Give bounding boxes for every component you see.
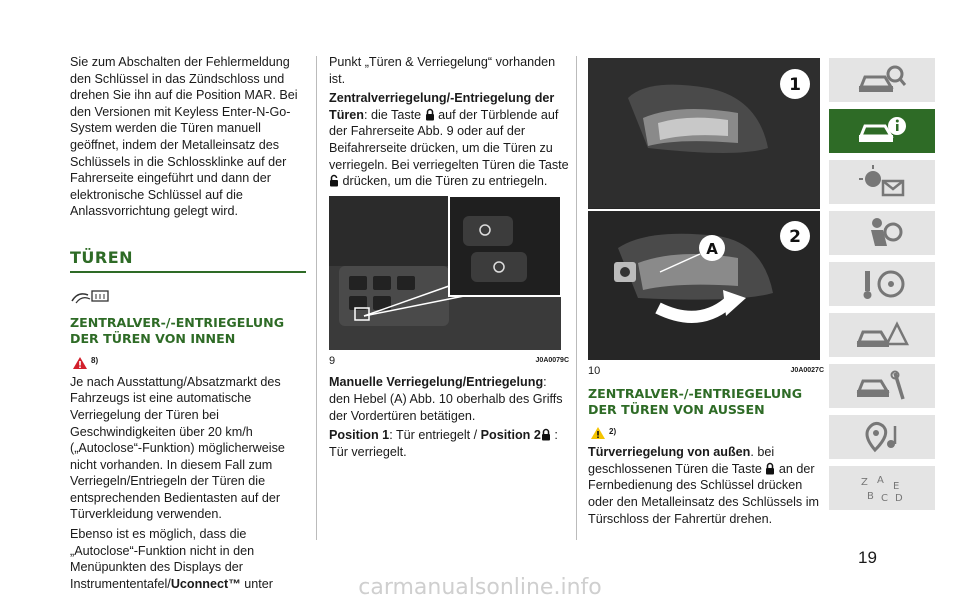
figure-9-code: J0A0079C — [535, 356, 569, 364]
section-title: TÜREN — [70, 250, 306, 273]
car-warning-icon — [855, 318, 909, 352]
svg-text:B: B — [867, 491, 874, 502]
intro-paragraph: Sie zum Abschalten der Fehlermeldung den Schlüssel in das Zündschloss und drehen Sie ihn auf die Position MAR. Bei den Versionen mit Keyless Enter-N-Go-System werden die Türen manuell geöffnet, indem der Metalleinsatz des Schlüssels in die Schlossklinke auf der Fahrerseite eingeführt und dann der elektronische Schlüssel auf die Anlassvorrichtung gelegt wird. — [70, 55, 298, 219]
figure-label-1: 1 — [789, 75, 801, 95]
figure-9-caption — [329, 353, 569, 370]
warning-triangle-icon — [72, 356, 88, 370]
tab-servicing[interactable] — [829, 364, 935, 408]
lock-open-icon — [329, 174, 339, 187]
figure-9-number: 9 — [329, 354, 336, 367]
tab-emergency[interactable] — [829, 313, 935, 357]
warning-ref-number: 8) — [91, 356, 99, 366]
chapter-sidebar — [829, 58, 935, 517]
alphabet-index-icon — [855, 471, 909, 505]
paragraph-central-locking: Zentralverriegelung/-Entriegelung der Türen: die Taste auf der Türblende auf der Fahrerseite Abb. 9 oder auf der Beifahrerseite drücken, um die Türen zu verriegeln. Bei verriegelten Türen die Taste drücken, um die Türen zu entriegeln. — [329, 91, 569, 189]
subheading-outside: ZENTRALVER-/-ENTRIEGELUNG DER TÜREN VON AUSSEN — [588, 385, 803, 417]
tab-dashboard-active[interactable] — [829, 109, 935, 153]
column-middle — [329, 54, 569, 463]
figure-label-2: 2 — [789, 227, 801, 247]
column-right — [588, 58, 824, 530]
paragraph-autoclose: Je nach Ausstattung/Absatzmarkt des Fahrzeugs ist eine automatische Verriegelung der Türen bei Geschwindigkeiten über 20 km/h („Autoclose“-Funktion) möglicherweise nicht vorhanden. In diesem Fall zum Verriegeln/Entriegeln der Türen die entsprechenden Bedientasten auf der Türverkleidung verwenden. — [70, 374, 285, 522]
paragraph-autoclose-menu: Ebenso ist es möglich, dass die „Autoclose“-Funktion nicht in den Menüpunkten des Displays der Instrumententafel/Uconnect™ unter — [70, 527, 274, 591]
figure-label-a: A — [706, 240, 718, 258]
tab-getting-to-know[interactable] — [829, 58, 935, 102]
paragraph-menu-item: Punkt „Türen & Verriegelung“ vorhanden ist. — [329, 55, 556, 86]
svg-text:D: D — [895, 493, 903, 504]
figure-10-number: 10 — [588, 365, 601, 377]
paragraph-manual-locking: Manuelle Verriegelung/Entriegelung: den Hebel (A) Abb. 10 oberhalb des Griffs der Vordertüren betätigen. — [329, 375, 563, 423]
warning-reference — [72, 353, 306, 370]
svg-text:C: C — [881, 493, 888, 504]
lock-closed-icon — [541, 428, 551, 441]
car-search-icon — [855, 63, 909, 97]
airbag-person-icon — [855, 216, 909, 250]
column-left — [70, 54, 306, 595]
column-divider — [316, 56, 317, 540]
gps-music-icon — [855, 420, 909, 454]
car-info-icon — [855, 114, 909, 148]
figure-10-code: J0A0027C — [790, 367, 824, 374]
car-tools-icon — [855, 369, 909, 403]
key-wheel-icon — [855, 267, 909, 301]
manual-symbol-icon — [70, 287, 306, 310]
warning-reference — [590, 424, 824, 441]
warning-ref-number: 2) — [609, 426, 617, 436]
footer-watermark: carmanualsonline.info — [358, 575, 602, 600]
tab-safety-airbag[interactable] — [829, 211, 935, 255]
tab-multimedia[interactable] — [829, 415, 935, 459]
tab-index[interactable] — [829, 466, 935, 510]
lock-closed-icon — [765, 462, 775, 475]
svg-text:E: E — [893, 481, 900, 492]
tab-starting-driving[interactable] — [829, 262, 935, 306]
svg-text:A: A — [877, 475, 884, 486]
paragraph-outside-locking: Türverriegelung von außen. bei geschlossenen Türen die Taste an der Fernbedienung des Schlüssel drücken oder den Metalleinsatz des Schlüssels im Türschloss der Fahrertür drehen. — [588, 445, 819, 526]
svg-text:Z: Z — [861, 477, 868, 488]
lights-mail-icon — [855, 165, 909, 199]
paragraph-positions: Position 1: Tür entriegelt / Position 2 : Tür verriegelt. — [329, 428, 558, 459]
figure-10-caption — [588, 363, 824, 380]
column-divider — [576, 56, 577, 540]
figure-9-image — [329, 196, 561, 350]
subheading-inside: ZENTRALVER-/-ENTRIEGELUNG DER TÜREN VON INNEN — [70, 315, 285, 347]
uconnect-label: Uconnect™ — [170, 576, 241, 591]
tab-safety-lights[interactable] — [829, 160, 935, 204]
figure-10-image — [588, 58, 820, 360]
page-number: 19 — [858, 548, 877, 567]
lock-closed-icon — [425, 108, 435, 121]
caution-triangle-icon — [590, 426, 606, 440]
